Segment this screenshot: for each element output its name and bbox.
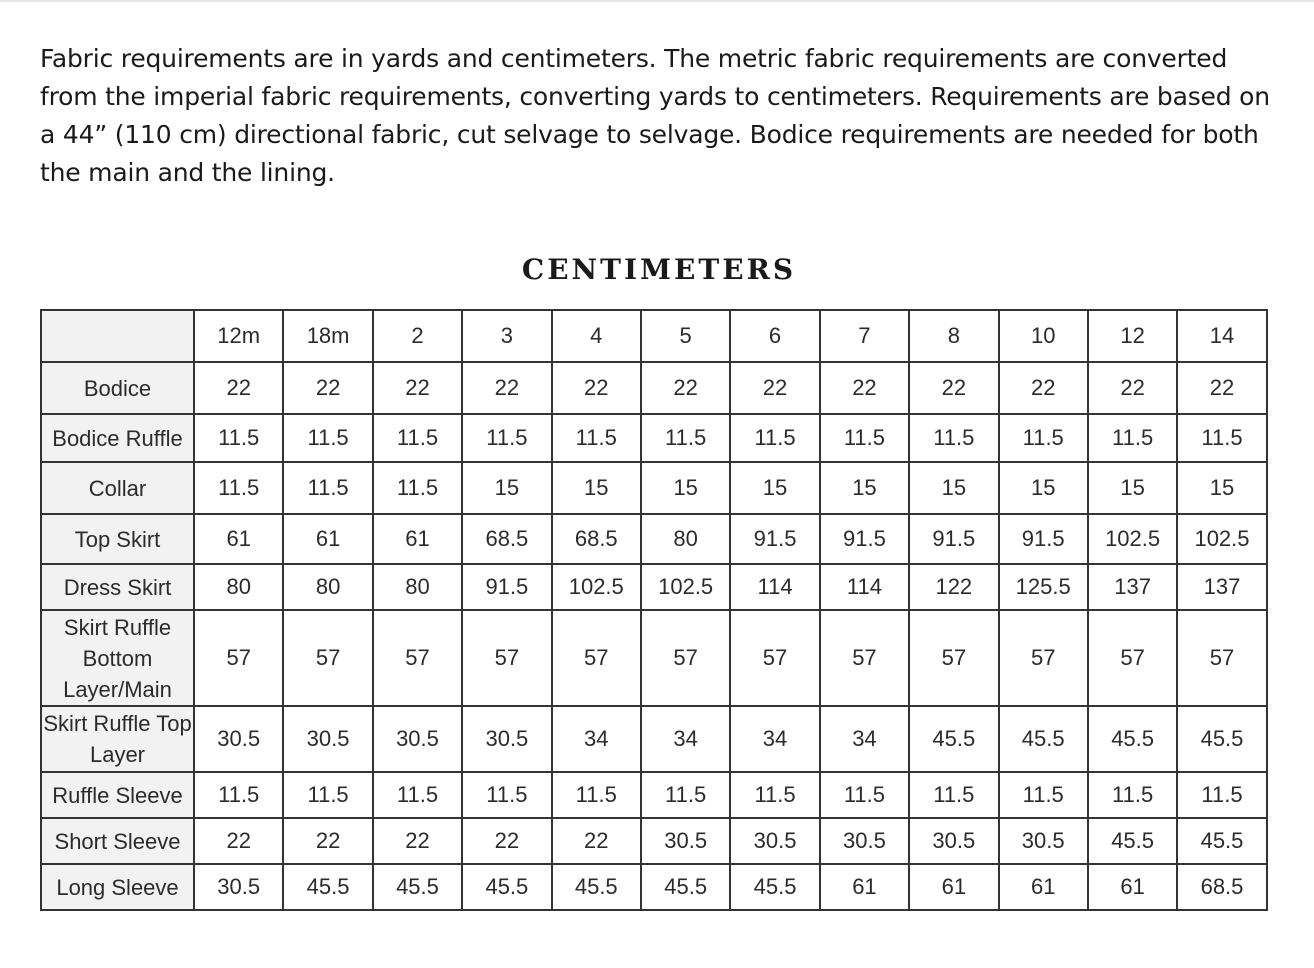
- table-row: [41, 864, 1267, 910]
- row-label-cell: Long Sleeve: [41, 864, 194, 910]
- value-cell: 11.5: [909, 772, 998, 818]
- value-cell: 11.5: [194, 772, 283, 818]
- value-cell: 15: [462, 462, 551, 514]
- value-cell: 68.5: [552, 514, 641, 564]
- value-cell: 125.5: [999, 564, 1088, 610]
- value-cell: 45.5: [1088, 818, 1177, 864]
- value-cell: 11.5: [1177, 772, 1266, 818]
- row-label-cell: Bodice: [41, 362, 194, 414]
- table-row: [41, 362, 1267, 414]
- value-cell: 61: [909, 864, 998, 910]
- value-cell: 11.5: [999, 414, 1088, 462]
- value-cell: 45.5: [1177, 818, 1266, 864]
- value-cell: 137: [1088, 564, 1177, 610]
- size-header-cell: 4: [552, 310, 641, 362]
- value-cell: 61: [999, 864, 1088, 910]
- value-cell: 15: [730, 462, 819, 514]
- value-cell: 11.5: [999, 772, 1088, 818]
- table-row: [41, 818, 1267, 864]
- top-divider: [0, 0, 1314, 2]
- value-cell: 22: [283, 362, 372, 414]
- value-cell: 22: [373, 362, 462, 414]
- table-body: [41, 310, 1267, 910]
- value-cell: 80: [283, 564, 372, 610]
- value-cell: 61: [1088, 864, 1177, 910]
- value-cell: 91.5: [730, 514, 819, 564]
- value-cell: 15: [641, 462, 730, 514]
- table-heading: CENTIMETERS: [521, 253, 797, 286]
- value-cell: 11.5: [820, 772, 909, 818]
- value-cell: 22: [552, 362, 641, 414]
- value-cell: 22: [1177, 362, 1266, 414]
- value-cell: 11.5: [641, 772, 730, 818]
- value-cell: 30.5: [641, 818, 730, 864]
- size-header-cell: 7: [820, 310, 909, 362]
- corner-cell: [41, 310, 194, 362]
- value-cell: 15: [820, 462, 909, 514]
- value-cell: 22: [730, 362, 819, 414]
- value-cell: 34: [641, 706, 730, 772]
- value-cell: 45.5: [552, 864, 641, 910]
- value-cell: 57: [283, 610, 372, 706]
- value-cell: 11.5: [462, 772, 551, 818]
- table-row: [41, 514, 1267, 564]
- value-cell: 22: [1088, 362, 1177, 414]
- value-cell: 137: [1177, 564, 1266, 610]
- value-cell: 61: [373, 514, 462, 564]
- value-cell: 11.5: [283, 414, 372, 462]
- value-cell: 30.5: [999, 818, 1088, 864]
- value-cell: 30.5: [194, 706, 283, 772]
- value-cell: 61: [820, 864, 909, 910]
- value-cell: 34: [552, 706, 641, 772]
- value-cell: 102.5: [641, 564, 730, 610]
- value-cell: 45.5: [909, 706, 998, 772]
- value-cell: 11.5: [283, 772, 372, 818]
- size-header-cell: 18m: [283, 310, 372, 362]
- value-cell: 11.5: [373, 772, 462, 818]
- size-header-cell: 10: [999, 310, 1088, 362]
- value-cell: 45.5: [999, 706, 1088, 772]
- value-cell: 11.5: [730, 772, 819, 818]
- value-cell: 11.5: [194, 414, 283, 462]
- size-header-cell: 6: [730, 310, 819, 362]
- value-cell: 30.5: [820, 818, 909, 864]
- size-header-cell: 5: [641, 310, 730, 362]
- row-label-cell: Short Sleeve: [41, 818, 194, 864]
- value-cell: 45.5: [462, 864, 551, 910]
- row-label-cell: Bodice Ruffle: [41, 414, 194, 462]
- value-cell: 45.5: [1177, 706, 1266, 772]
- value-cell: 30.5: [909, 818, 998, 864]
- value-cell: 15: [999, 462, 1088, 514]
- value-cell: 61: [283, 514, 372, 564]
- value-cell: 30.5: [730, 818, 819, 864]
- value-cell: 57: [641, 610, 730, 706]
- value-cell: 11.5: [194, 462, 283, 514]
- value-cell: 61: [194, 514, 283, 564]
- value-cell: 11.5: [730, 414, 819, 462]
- value-cell: 80: [641, 514, 730, 564]
- table-row: [41, 462, 1267, 514]
- value-cell: 57: [730, 610, 819, 706]
- table-row: [41, 564, 1267, 610]
- value-cell: 57: [194, 610, 283, 706]
- value-cell: 22: [999, 362, 1088, 414]
- table-row: [41, 414, 1267, 462]
- value-cell: 102.5: [1177, 514, 1266, 564]
- value-cell: 34: [730, 706, 819, 772]
- value-cell: 57: [999, 610, 1088, 706]
- value-cell: 57: [1177, 610, 1266, 706]
- value-cell: 15: [1088, 462, 1177, 514]
- row-label-cell: Skirt Ruffle Bottom Layer/Main: [41, 610, 194, 706]
- value-cell: 68.5: [462, 514, 551, 564]
- value-cell: 80: [373, 564, 462, 610]
- value-cell: 22: [194, 362, 283, 414]
- value-cell: 114: [820, 564, 909, 610]
- value-cell: 11.5: [552, 772, 641, 818]
- value-cell: 15: [1177, 462, 1266, 514]
- row-label-cell: Ruffle Sleeve: [41, 772, 194, 818]
- value-cell: 80: [194, 564, 283, 610]
- value-cell: 91.5: [909, 514, 998, 564]
- value-cell: 22: [283, 818, 372, 864]
- value-cell: 45.5: [641, 864, 730, 910]
- value-cell: 15: [909, 462, 998, 514]
- row-label-cell: Collar: [41, 462, 194, 514]
- value-cell: 57: [909, 610, 998, 706]
- value-cell: 91.5: [999, 514, 1088, 564]
- value-cell: 11.5: [1088, 414, 1177, 462]
- row-label-cell: Top Skirt: [41, 514, 194, 564]
- value-cell: 22: [462, 362, 551, 414]
- value-cell: 11.5: [462, 414, 551, 462]
- value-cell: 114: [730, 564, 819, 610]
- value-cell: 11.5: [552, 414, 641, 462]
- value-cell: 22: [909, 362, 998, 414]
- size-header-cell: 12: [1088, 310, 1177, 362]
- size-header-cell: 12m: [194, 310, 283, 362]
- intro-paragraph: Fabric requirements are in yards and centimeters. The metric fabric requirements are converted from the imperial fabric requirements, converting yards to centimeters. Requirements are based on a 44” (110 cm) directional fabric, cut selvage to selvage. Bodice requirements are needed for both the main and the lining.: [40, 44, 1270, 187]
- value-cell: 68.5: [1177, 864, 1266, 910]
- value-cell: 11.5: [1088, 772, 1177, 818]
- value-cell: 57: [1088, 610, 1177, 706]
- value-cell: 11.5: [1177, 414, 1266, 462]
- value-cell: 22: [462, 818, 551, 864]
- value-cell: 30.5: [462, 706, 551, 772]
- value-cell: 91.5: [820, 514, 909, 564]
- value-cell: 102.5: [1088, 514, 1177, 564]
- value-cell: 11.5: [909, 414, 998, 462]
- value-cell: 57: [462, 610, 551, 706]
- value-cell: 57: [373, 610, 462, 706]
- value-cell: 57: [552, 610, 641, 706]
- header-row: [41, 310, 1267, 362]
- value-cell: 22: [552, 818, 641, 864]
- table-row: [41, 610, 1267, 706]
- value-cell: 11.5: [373, 462, 462, 514]
- value-cell: 11.5: [641, 414, 730, 462]
- row-label-cell: Dress Skirt: [41, 564, 194, 610]
- value-cell: 45.5: [283, 864, 372, 910]
- value-cell: 22: [820, 362, 909, 414]
- fabric-requirements-table: [40, 309, 1268, 911]
- value-cell: 15: [552, 462, 641, 514]
- value-cell: 22: [194, 818, 283, 864]
- value-cell: 45.5: [373, 864, 462, 910]
- row-label-cell: Skirt Ruffle Top Layer: [41, 706, 194, 772]
- value-cell: 102.5: [552, 564, 641, 610]
- value-cell: 34: [820, 706, 909, 772]
- table-row: [41, 706, 1267, 772]
- value-cell: 22: [373, 818, 462, 864]
- table-row: [41, 772, 1267, 818]
- value-cell: 11.5: [373, 414, 462, 462]
- value-cell: 45.5: [1088, 706, 1177, 772]
- size-header-cell: 2: [373, 310, 462, 362]
- value-cell: 11.5: [283, 462, 372, 514]
- value-cell: 57: [820, 610, 909, 706]
- value-cell: 122: [909, 564, 998, 610]
- size-header-cell: 3: [462, 310, 551, 362]
- value-cell: 30.5: [194, 864, 283, 910]
- value-cell: 30.5: [283, 706, 372, 772]
- value-cell: 22: [641, 362, 730, 414]
- value-cell: 30.5: [373, 706, 462, 772]
- size-header-cell: 14: [1177, 310, 1266, 362]
- value-cell: 11.5: [820, 414, 909, 462]
- value-cell: 91.5: [462, 564, 551, 610]
- value-cell: 45.5: [730, 864, 819, 910]
- size-header-cell: 8: [909, 310, 998, 362]
